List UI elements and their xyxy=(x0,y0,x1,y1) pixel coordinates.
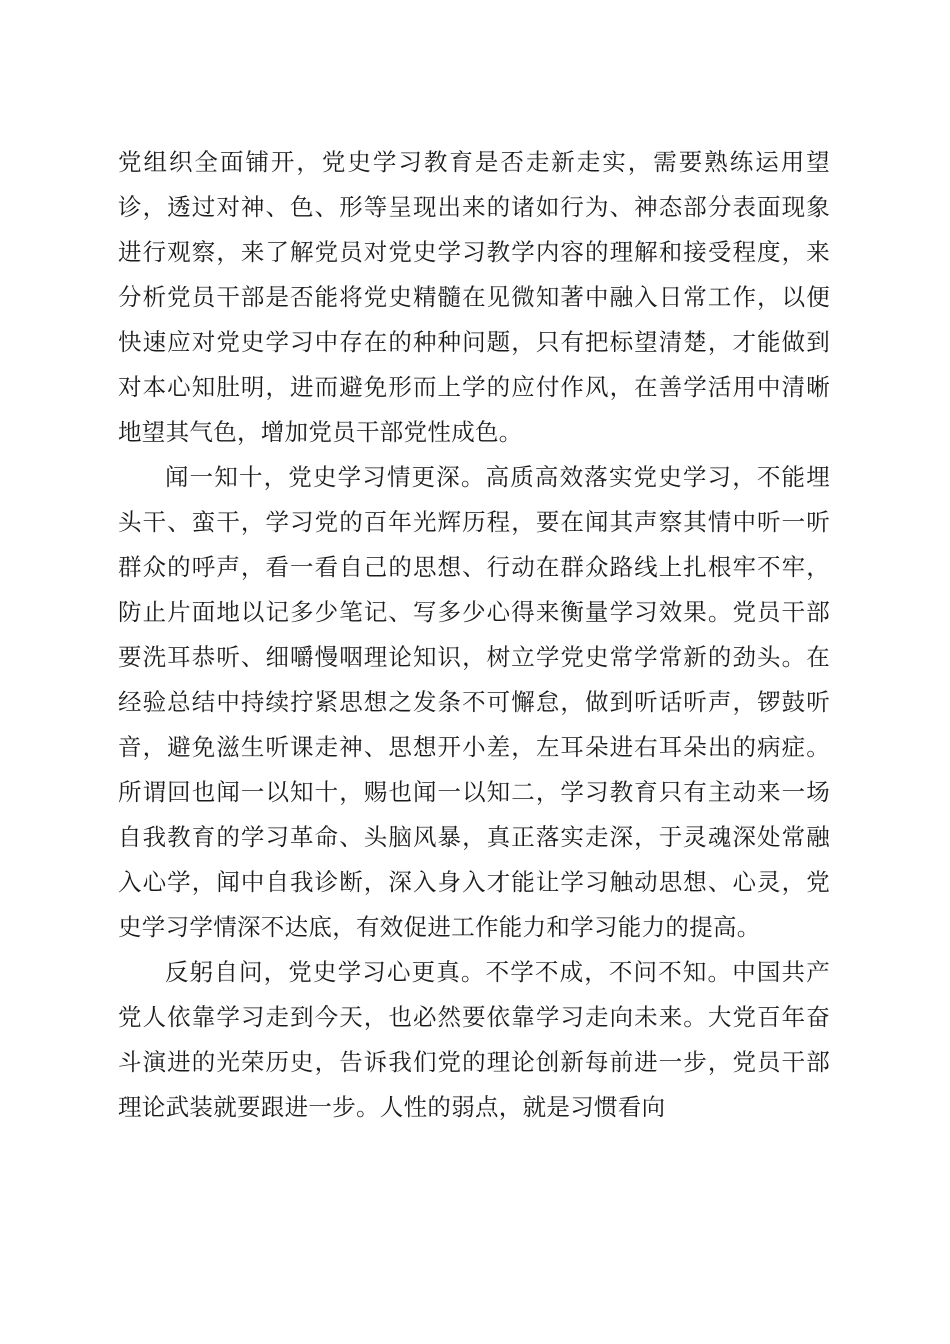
paragraph-continued: 党组织全面铺开，党史学习教育是否走新走实，需要熟练运用望诊，透过对神、色、形等呈现出来的诸如行为、神态部分表面现象进行观察，来了解党员对党史学习教学内容的理解和接受程度，来分析党员干部是否能将党史精髓在见微知著中融入日常工作，以便快速应对党史学习中存在的种种问题，只有把标望清楚，才能做到对本心知肚明，进而避免形而上学的应付作风，在善学活用中清晰地望其气色，增加党员干部党性成色。 xyxy=(118,148,830,446)
paragraph-wen-yi-zhi-shi: 闻一知十，党史学习情更深。高质高效落实党史学习，不能埋头干、蛮干，学习党的百年光辉历程，要在闻其声察其情中听一听群众的呼声，看一看自己的思想、行动在群众路线上扎根牢不牢，防止片面地以记多少笔记、写多少心得来衡量学习效果。党员干部要洗耳恭听、细嚼慢咽理论知识，树立学党史常学常新的劲头。在经验总结中持续拧紧思想之发条不可懈怠，做到听话听声，锣鼓听音，避免滋生听课走神、思想开小差，左耳朵进右耳朵出的病症。所谓回也闻一以知十，赐也闻一以知二，学习教育只有主动来一场自我教育的学习革命、头脑风暴，真正落实走深，于灵魂深处常融入心学，闻中自我诊断，深入身入才能让学习触动思想、心灵，党史学习学情深不达底，有效促进工作能力和学习能力的提高。 xyxy=(118,463,830,941)
paragraph-fan-gong-zi-wen: 反躬自问，党史学习心更真。不学不成，不问不知。中国共产党人依靠学习走到今天，也必然要依靠学习走向未来。大党百年奋斗演进的光荣历史，告诉我们党的理论创新每前进一步，党员干部理论武装就要跟进一步。人性的弱点，就是习惯看向 xyxy=(118,958,830,1121)
document-body xyxy=(118,140,830,1130)
